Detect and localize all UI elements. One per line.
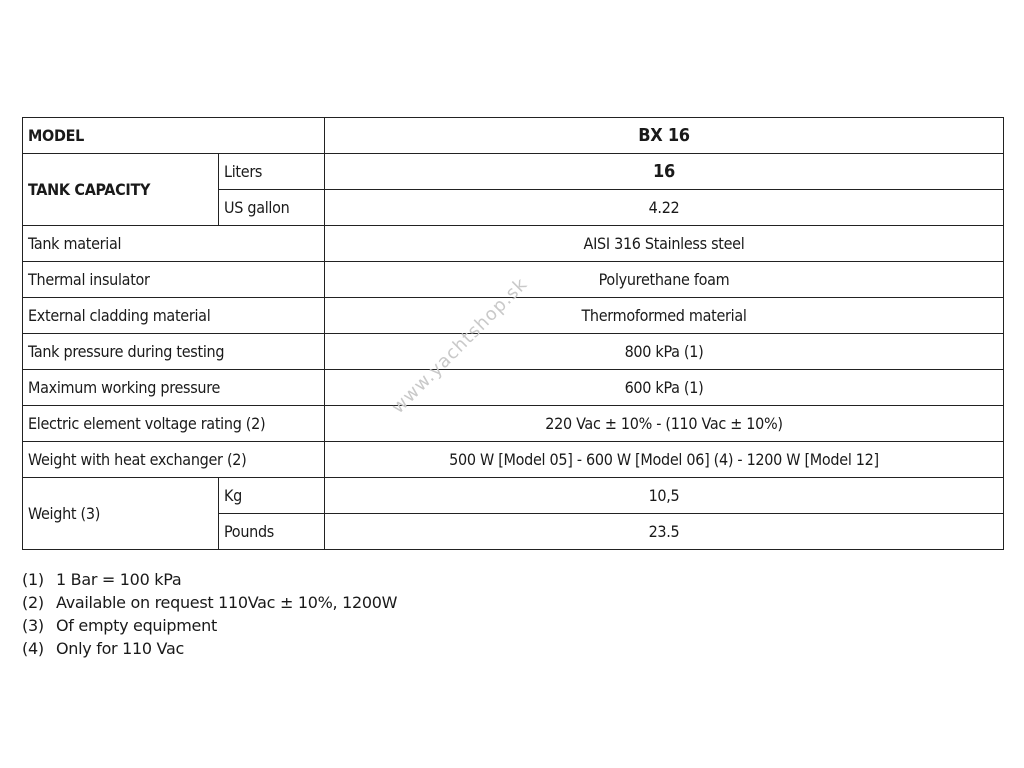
kg-label: Kg — [219, 478, 325, 514]
model-label: MODEL — [23, 118, 325, 154]
table-row — [23, 262, 1004, 298]
table-row — [23, 478, 1004, 514]
row-label: Thermal insulator — [23, 262, 325, 298]
row-label: External cladding material — [23, 298, 325, 334]
liters-label: Liters — [219, 154, 325, 190]
row-value: AISI 316 Stainless steel — [325, 226, 1004, 262]
table-row — [23, 118, 1004, 154]
footnote-text: Available on request 110Vac ± 10%, 1200W — [56, 593, 398, 612]
row-label: Tank material — [23, 226, 325, 262]
row-value: 220 Vac ± 10% - (110 Vac ± 10%) — [325, 406, 1004, 442]
row-value: Thermoformed material — [325, 298, 1004, 334]
liters-value: 16 — [325, 154, 1004, 190]
table-row — [23, 406, 1004, 442]
us-gallon-value: 4.22 — [325, 190, 1004, 226]
table-row — [23, 334, 1004, 370]
footnote-number: (2) — [22, 593, 44, 612]
watermark: www.yachtshop.sk — [387, 273, 532, 418]
footnote-text: Of empty equipment — [56, 616, 217, 635]
spec-table — [22, 117, 1004, 550]
footnote-number: (3) — [22, 616, 44, 635]
row-label: Electric element voltage rating (2) — [23, 406, 325, 442]
footnote — [22, 614, 397, 637]
row-value: 600 kPa (1) — [325, 370, 1004, 406]
table-row — [23, 370, 1004, 406]
footnote — [22, 568, 397, 591]
row-label: Weight with heat exchanger (2) — [23, 442, 325, 478]
table-row — [23, 154, 1004, 190]
model-value: BX 16 — [325, 118, 1004, 154]
footnote-text: Only for 110 Vac — [56, 639, 184, 658]
table-row — [23, 442, 1004, 478]
pounds-label: Pounds — [219, 514, 325, 550]
table-row — [23, 226, 1004, 262]
weight-label: Weight (3) — [23, 478, 219, 550]
row-value: Polyurethane foam — [325, 262, 1004, 298]
tank-capacity-label: TANK CAPACITY — [23, 154, 219, 226]
pounds-value: 23.5 — [325, 514, 1004, 550]
table-row — [23, 298, 1004, 334]
footnotes — [22, 568, 397, 660]
footnote-text: 1 Bar = 100 kPa — [56, 570, 182, 589]
us-gallon-label: US gallon — [219, 190, 325, 226]
row-value: 800 kPa (1) — [325, 334, 1004, 370]
footnote — [22, 637, 397, 660]
row-label: Maximum working pressure — [23, 370, 325, 406]
row-label: Tank pressure during testing — [23, 334, 325, 370]
footnote-number: (4) — [22, 639, 44, 658]
kg-value: 10,5 — [325, 478, 1004, 514]
footnote-number: (1) — [22, 570, 44, 589]
row-value: 500 W [Model 05] - 600 W [Model 06] (4) - 1200 W [Model 12] — [325, 442, 1004, 478]
footnote — [22, 591, 397, 614]
